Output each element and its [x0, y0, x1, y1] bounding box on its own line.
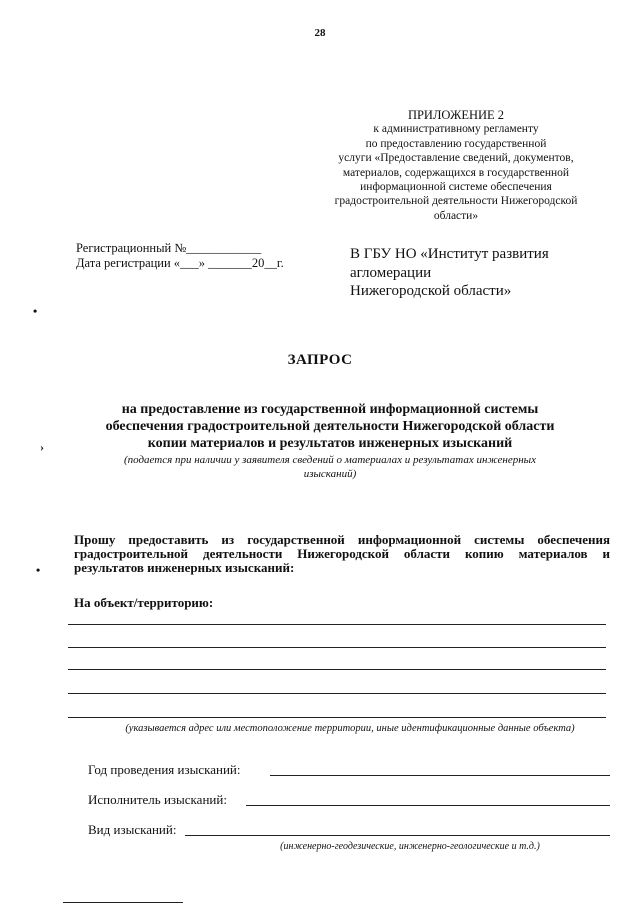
page-number: 28 — [314, 27, 326, 39]
object-label: На объект/территорию: — [74, 595, 214, 610]
addressee-line: В ГБУ НО «Институт развития — [350, 246, 549, 262]
registration-date[interactable]: Дата регистрации «___» _______20__г. — [76, 256, 284, 270]
object-caption: (указывается адрес или местоположение территории, иные идентификационные данные объекта) — [125, 723, 575, 734]
subject-line: копии материалов и результатов инженерных изысканий — [147, 436, 513, 451]
survey-executor-input[interactable] — [246, 805, 610, 806]
registration-block — [76, 241, 284, 271]
margin-mark: › — [40, 440, 44, 454]
object-input-line[interactable] — [68, 647, 606, 648]
survey-year-label: Год проведения изысканий: — [88, 762, 241, 777]
addressee-line: Нижегородской области» — [350, 283, 512, 299]
document-heading: ЗАПРОС — [287, 352, 353, 368]
subject-line: на предоставление из государственной информационной системы — [121, 402, 539, 417]
survey-executor-label: Исполнитель изысканий: — [88, 792, 227, 807]
appendix-line: градостроительной деятельности Нижегородской — [334, 195, 578, 208]
request-subject — [60, 401, 600, 452]
appendix-block — [312, 108, 600, 223]
survey-type-input[interactable] — [185, 835, 610, 836]
registration-number[interactable]: Регистрационный №____________ — [76, 241, 262, 255]
object-input-line[interactable] — [68, 624, 606, 625]
object-input-line[interactable] — [68, 669, 606, 670]
appendix-title: ПРИЛОЖЕНИЕ 2 — [407, 108, 505, 122]
appendix-line: материалов, содержащихся в государственной — [342, 166, 570, 179]
survey-year-input[interactable] — [270, 775, 610, 776]
appendix-line: области» — [433, 209, 479, 222]
addressee-line: агломерации — [350, 264, 432, 281]
note-line: изысканий) — [303, 467, 357, 480]
appendix-line: услуги «Предоставление сведений, документов, — [338, 152, 574, 165]
margin-mark: • — [36, 563, 41, 577]
addressee-block — [350, 245, 549, 301]
object-input-line[interactable] — [68, 717, 606, 718]
subject-note — [60, 454, 600, 481]
appendix-line: к административному регламенту — [373, 123, 539, 136]
appendix-line: информационной системе обеспечения — [360, 181, 552, 194]
margin-mark: • — [33, 304, 38, 318]
request-paragraph: Прошу предоставить из государственной информационной системы обеспечения градостроительной деятельности Нижегородской области копию материалов и результатов инженерных изысканий: — [74, 532, 610, 575]
survey-type-label: Вид изысканий: — [88, 822, 177, 837]
survey-type-caption: (инженерно-геодезические, инженерно-геологические и т.д.) — [280, 841, 540, 852]
note-line: (подается при наличии у заявителя сведений о материалах и результатах инженерных — [123, 454, 537, 466]
appendix-line: по предоставлению государственной — [365, 137, 547, 150]
subject-line: обеспечения градостроительной деятельности Нижегородской области — [105, 419, 555, 434]
footnote-separator — [63, 902, 183, 903]
object-input-line[interactable] — [68, 693, 606, 694]
